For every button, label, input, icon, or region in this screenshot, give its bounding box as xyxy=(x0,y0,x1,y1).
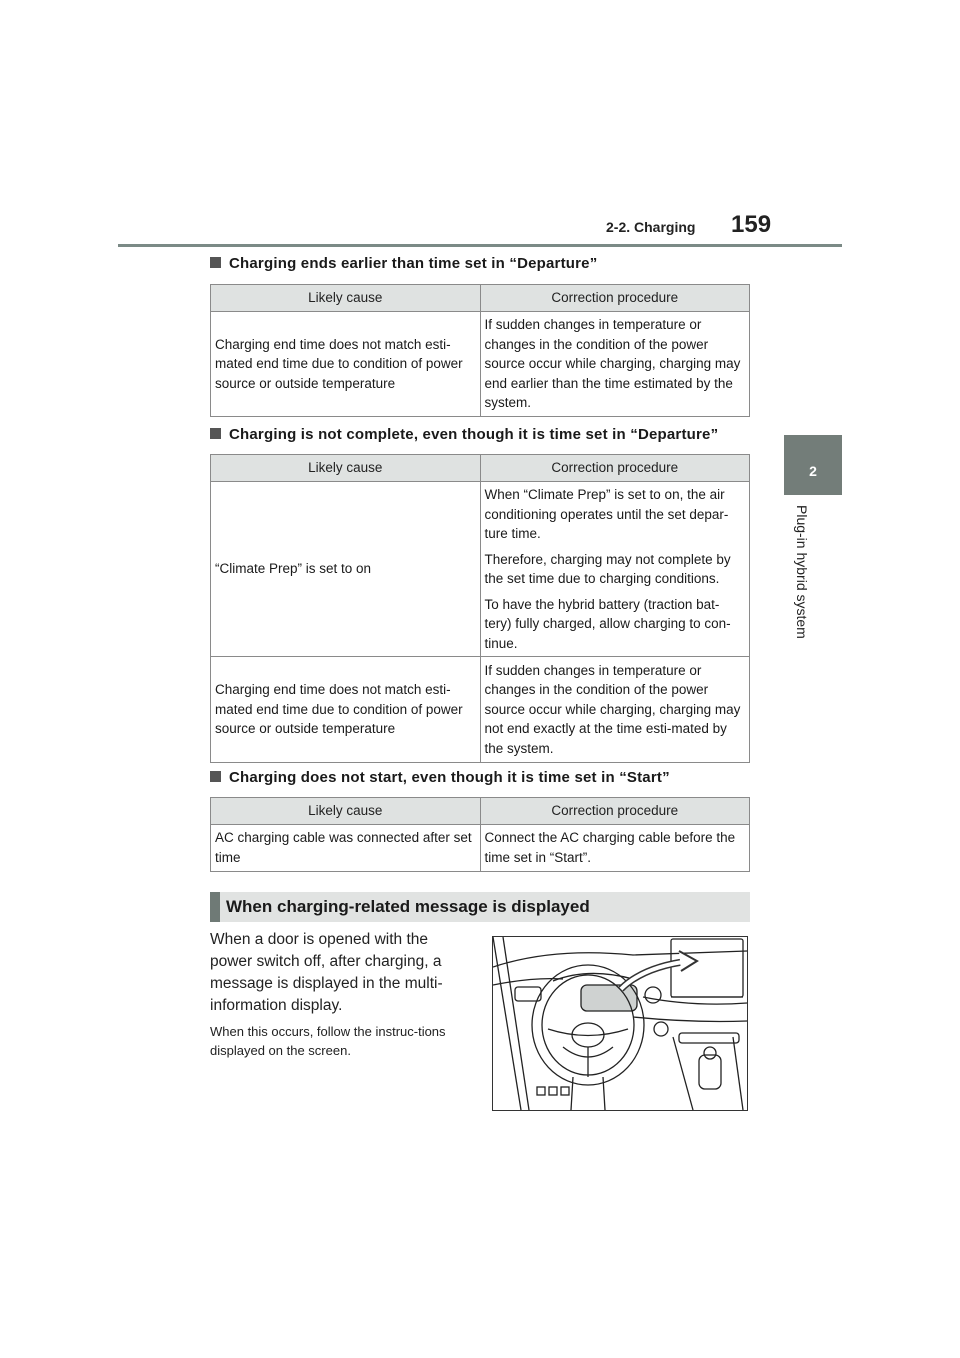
table-row xyxy=(211,312,750,417)
column-header: Likely cause xyxy=(211,285,481,312)
correction-text: If sudden changes in temperature or changes in the condition of the power source occur while charging, charging may not end exactly at the time esti-mated by the system. xyxy=(484,662,741,756)
column-header: Likely cause xyxy=(211,455,481,482)
column-header: Correction procedure xyxy=(480,285,750,312)
column-header: Correction procedure xyxy=(480,455,750,482)
square-bullet-icon xyxy=(210,257,221,268)
table-row xyxy=(211,825,750,872)
section-heading-start-not-begin xyxy=(210,769,670,786)
likely-cause-cell: Charging end time does not match esti-mated end time due to condition of power source or outside temperature xyxy=(211,312,481,417)
section-heading-departure-incomplete xyxy=(210,426,718,443)
correction-text: Connect the AC charging cable before the time set in “Start”. xyxy=(484,830,736,865)
likely-cause-cell: AC charging cable was connected after set time xyxy=(211,825,481,872)
header-divider xyxy=(118,244,842,247)
square-bullet-icon xyxy=(210,771,221,782)
correction-text: Therefore, charging may not complete by the set time due to charging conditions. xyxy=(484,551,731,586)
troubleshooting-table xyxy=(210,284,750,417)
column-header: Correction procedure xyxy=(480,798,750,825)
section-heading-text: Charging ends earlier than time set in “Departure” xyxy=(229,255,598,272)
chapter-label: Plug-in hybrid system xyxy=(794,505,810,639)
column-header: Likely cause xyxy=(211,798,481,825)
section-heading-text: Charging does not start, even though it is time set in “Start” xyxy=(229,769,670,786)
table-row xyxy=(211,657,750,763)
square-bullet-icon xyxy=(210,428,221,439)
likely-cause-cell: “Climate Prep” is set to on xyxy=(211,482,481,657)
chapter-tab[interactable] xyxy=(784,435,842,495)
section-heading-departure-early xyxy=(210,255,597,272)
page-number: 159 xyxy=(731,211,772,238)
message-description: When a door is opened with the power switch off, after charging, a message is displayed in the multi-information display. xyxy=(210,931,443,1014)
message-note: When this occurs, follow the instruc-tions displayed on the screen. xyxy=(210,1024,446,1058)
correction-cell xyxy=(480,825,750,872)
correction-cell xyxy=(480,482,750,657)
correction-text: If sudden changes in temperature or changes in the condition of the power source occur while charging, charging may end earlier than the time estimated by the system. xyxy=(484,317,741,411)
section-heading-text: Charging is not complete, even though it is time set in “Departure” xyxy=(229,426,719,443)
likely-cause-cell: Charging end time does not match esti-mated end time due to condition of power source or outside temperature xyxy=(211,657,481,763)
troubleshooting-table xyxy=(210,454,750,763)
table-row xyxy=(211,482,750,657)
steering-wheel-dashboard-drawing xyxy=(493,937,747,1110)
subsection-banner: When charging-related message is displayed xyxy=(210,892,750,922)
troubleshooting-table xyxy=(210,797,750,872)
correction-cell xyxy=(480,312,750,417)
correction-cell xyxy=(480,657,750,763)
dashboard-illustration xyxy=(492,936,748,1111)
correction-text: To have the hybrid battery (traction bat-tery) fully charged, allow charging to con-tinue. xyxy=(484,596,731,651)
correction-text: When “Climate Prep” is set to on, the air conditioning operates until the set depar-ture time. xyxy=(484,487,729,541)
section-title: 2-2. Charging xyxy=(606,219,696,235)
chapter-number: 2 xyxy=(809,463,817,479)
